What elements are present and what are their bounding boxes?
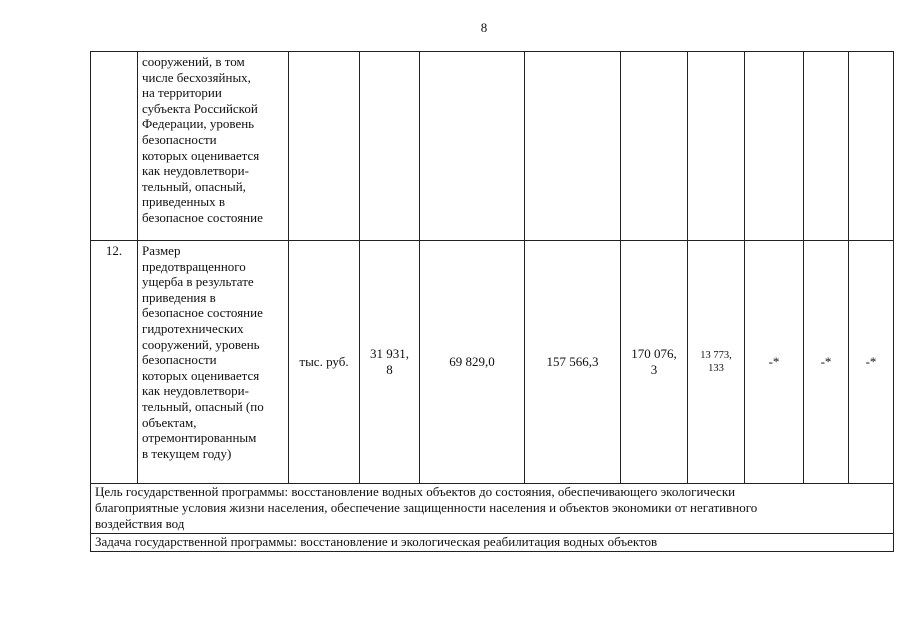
text-line: субъекта Российской bbox=[142, 100, 258, 116]
text-line: в текущем году) bbox=[142, 445, 232, 461]
value-line: 3 bbox=[650, 362, 658, 377]
text-line: тельный, опасный, bbox=[142, 178, 246, 194]
cell-value bbox=[525, 52, 621, 241]
value-line: 13 773, bbox=[700, 350, 732, 361]
goal-row bbox=[91, 484, 894, 534]
cell-value-4 bbox=[621, 241, 688, 484]
text-line: на территории bbox=[142, 85, 222, 101]
text-line: объектам, bbox=[142, 414, 197, 430]
page-number: 8 bbox=[480, 20, 488, 35]
text-line: безопасное состояние bbox=[142, 305, 263, 321]
cell-value-3: 157 566,3 bbox=[525, 241, 621, 484]
cell-indicator-name bbox=[138, 52, 289, 241]
table-row-12 bbox=[91, 241, 894, 484]
text-line: тельный, опасный (по bbox=[142, 398, 264, 414]
text-line: которых оценивается bbox=[142, 147, 260, 163]
goal-line: Цель государственной программы: восстановление водных объектов до состояния, обеспечивающего экологически bbox=[95, 484, 736, 499]
text-line: Размер bbox=[142, 243, 181, 258]
cell-value-7: -* bbox=[804, 241, 849, 484]
text-line: сооружений, в том bbox=[142, 54, 245, 69]
cell-value bbox=[360, 52, 420, 241]
table-row-continued bbox=[91, 52, 894, 241]
goal-line: воздействия вод bbox=[95, 516, 185, 531]
indicators-table bbox=[90, 51, 894, 552]
value-line: 133 bbox=[708, 363, 724, 374]
value-line: 8 bbox=[386, 362, 393, 377]
text-line: приведения в bbox=[142, 289, 216, 305]
text-line: Федерации, уровень bbox=[142, 116, 255, 132]
value-line: 31 931, bbox=[370, 346, 409, 362]
text-line: безопасности bbox=[142, 352, 217, 368]
cell-value-6: -* bbox=[745, 241, 804, 484]
cell-indicator-name bbox=[138, 241, 289, 484]
text-line: числе бесхозяйных, bbox=[142, 69, 251, 85]
goal-cell bbox=[91, 484, 894, 534]
cell-value-5 bbox=[688, 241, 745, 484]
task-row bbox=[91, 534, 894, 552]
text-line: сооружений, уровень bbox=[142, 336, 260, 352]
cell-unit bbox=[289, 52, 360, 241]
cell-value-1 bbox=[360, 241, 420, 484]
text-line: как неудовлетвори- bbox=[142, 163, 249, 179]
cell-value bbox=[804, 52, 849, 241]
text-line: приведенных в bbox=[142, 194, 225, 210]
text-line: которых оценивается bbox=[142, 367, 260, 383]
cell-value-8: -* bbox=[849, 241, 894, 484]
cell-value bbox=[621, 52, 688, 241]
cell-number bbox=[91, 52, 138, 241]
text-line: ущерба в результате bbox=[142, 274, 254, 290]
cell-number: 12. bbox=[91, 241, 138, 484]
task-cell: Задача государственной программы: восстановление и экологическая реабилитация водных объектов bbox=[91, 534, 894, 552]
cell-value-2: 69 829,0 bbox=[420, 241, 525, 484]
value-line: 170 076, bbox=[631, 346, 677, 362]
cell-value bbox=[688, 52, 745, 241]
cell-value bbox=[420, 52, 525, 241]
text-line: гидротехнических bbox=[142, 320, 244, 336]
goal-line: благоприятные условия жизни населения, обеспечение защищенности населения и объектов экономики от негативного bbox=[95, 500, 758, 515]
text-line: безопасное состояние bbox=[142, 209, 263, 225]
text-line: отремонтированным bbox=[142, 430, 257, 446]
cell-value bbox=[745, 52, 804, 241]
cell-unit: тыс. руб. bbox=[289, 241, 360, 484]
text-line: безопасности bbox=[142, 131, 217, 147]
text-line: как неудовлетвори- bbox=[142, 383, 249, 399]
cell-value bbox=[849, 52, 894, 241]
text-line: предотвращенного bbox=[142, 258, 246, 274]
